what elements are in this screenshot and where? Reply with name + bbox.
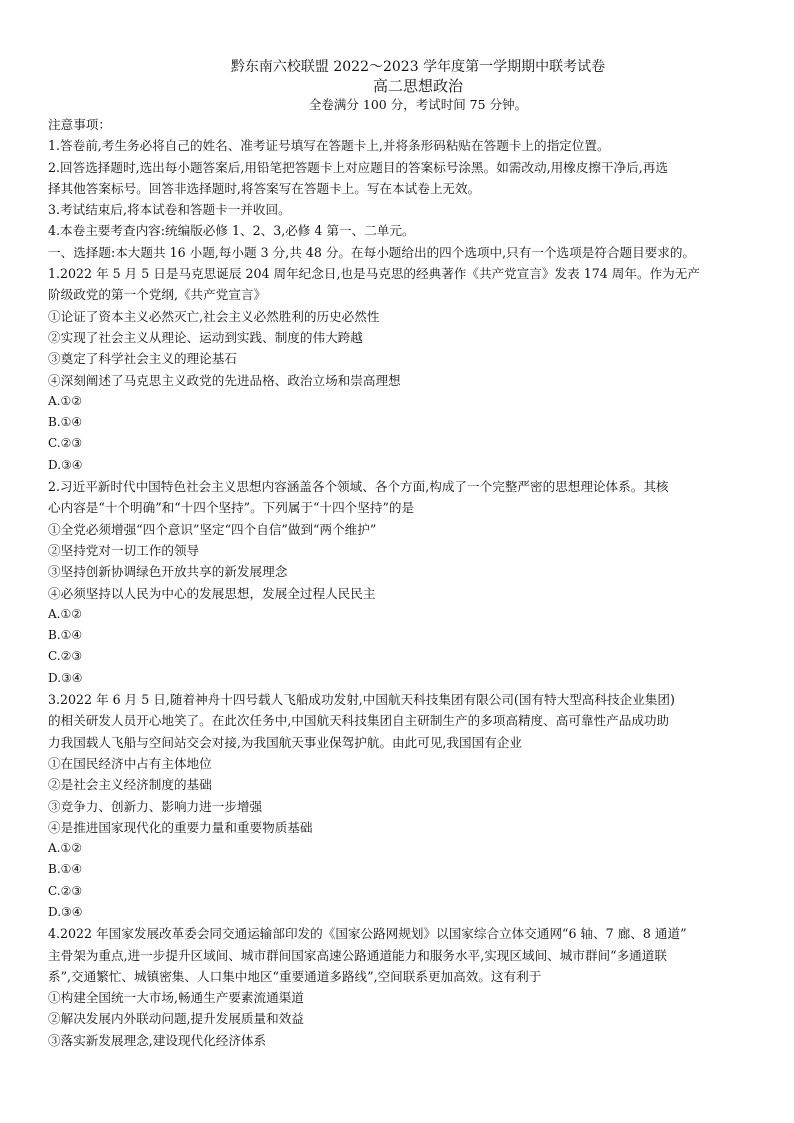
option-b: B.①④ [48, 415, 83, 430]
option-c: C.②③ [48, 649, 83, 664]
question-stem: 主骨架为重点,进一步提升区域间、城市群间国家高速公路通道能力和服务水平,实现区域间、城市群间“多通道联 [48, 947, 667, 963]
question-stem: 力我国载人飞船与空间站交会对接,为我国航天事业保驾护航。由此可见,我国国有企业 [48, 734, 522, 750]
statement: ④是推进国家现代化的重要力量和重要物质基础 [48, 819, 313, 835]
score-time-line: 全卷满分 100 分，考试时间 75 分钟。 [308, 97, 528, 112]
section-heading: 一、选择题:本大题共 16 小题,每小题 3 分,共 48 分。在每小题给出的四个选项中,只有一个选项是符合题目要求的。 [48, 244, 696, 260]
statement: ②实现了社会主义从理论、运动到实践、制度的伟大跨越 [48, 329, 363, 345]
notice-item: 择其他答案标号。回答非选择题时,将答案写在答题卡上。写在本试卷上无效。 [48, 180, 481, 196]
question-2 [48, 476, 748, 689]
exam-subject: 高二思想政治 [372, 77, 463, 95]
question-stem: 3.2022 年 6 月 5 日,随着神舟十四号载人飞船成功发射,中国航天科技集团有限公司(国有特大型高科技企业集团) [48, 692, 675, 708]
question-4 [48, 923, 748, 1051]
statement: ①论证了资本主义必然灭亡,社会主义必然胜利的历史必然性 [48, 308, 380, 324]
option-a: A.①② [48, 393, 82, 408]
statement: ③落实新发展理念,建设现代化经济体系 [48, 1032, 267, 1048]
statement: ②坚持党对一切工作的领导 [48, 542, 200, 558]
option-d: D.③④ [48, 670, 83, 685]
question-stem: 1.2022 年 5 月 5 日是马克思诞辰 204 周年纪念日,也是马克思的经典著作《共产党宣言》发表 174 周年。作为无产 [48, 266, 700, 282]
notice-item: 1.答卷前,考生务必将自己的姓名、准考证号填写在答题卡上,并将条形码粘贴在答题卡上的指定位置。 [48, 138, 610, 154]
notice-item: 2.回答选择题时,选出每小题答案后,用铅笔把答题卡上对应题目的答案标号涂黑。如需改动,用橡皮擦干净后,再选 [48, 159, 668, 175]
statement: ④必须坚持以人民为中心的发展思想，发展全过程人民民主 [48, 585, 376, 601]
statement: ③竞争力、创新力、影响力进一步增强 [48, 798, 263, 814]
exam-title: 黔东南六校联盟 2022～2023 学年度第一学期期中联考试卷 [230, 59, 606, 75]
exam-page [48, 58, 748, 1051]
option-a: A.①② [48, 841, 82, 856]
notice-heading: 注意事项： [48, 117, 111, 132]
statement: ④深刻阐述了马克思主义政党的先进品格、政治立场和崇高理想 [48, 372, 401, 388]
statement: ③奠定了科学社会主义的理论基石 [48, 351, 237, 367]
question-stem: 2.习近平新时代中国特色社会主义思想内容涵盖各个领域、各个方面,构成了一个完整严密的思想理论体系。其核 [48, 479, 669, 495]
option-b: B.①④ [48, 628, 83, 643]
statement: ③坚持创新协调绿色开放共享的新发展理念 [48, 564, 288, 580]
statement: ②解决发展内外联动问题,提升发展质量和效益 [48, 1011, 304, 1027]
option-b: B.①④ [48, 862, 83, 877]
question-3 [48, 689, 748, 923]
notice-block [48, 114, 748, 242]
statement: ①在国民经济中占有主体地位 [48, 755, 212, 771]
statement: ①构建全国统一大市场,畅通生产要素流通渠道 [48, 990, 304, 1006]
question-stem: 的相关研发人员开心地笑了。在此次任务中,中国航天科技集团自主研制生产的多项高精度、高可靠性产品成功助 [48, 713, 670, 729]
question-stem: 4.2022 年国家发展改革委会同交通运输部印发的《国家公路网规划》以国家综合立体交通网“6 轴、7 廊、8 通道” [48, 926, 687, 942]
question-stem: 心内容是“十个明确”和“十四个坚持”。下列属于“十四个坚持”的是 [48, 500, 415, 516]
question-stem: 阶级政党的第一个党纲,《共产党宣言》 [48, 287, 267, 303]
option-c: C.②③ [48, 883, 83, 898]
statement: ②是社会主义经济制度的基础 [48, 777, 212, 793]
question-stem: 系”,交通繁忙、城镇密集、人口集中地区“重要通道多路线”,空间联系更加高效。这有利于 [48, 968, 542, 984]
notice-item: 3.考试结束后,将本试卷和答题卡一并收回。 [48, 202, 291, 218]
notice-item: 4.本卷主要考查内容:统编版必修 1、2、3,必修 4 第一、二单元。 [48, 223, 415, 239]
option-d: D.③④ [48, 904, 83, 919]
option-a: A.①② [48, 606, 82, 621]
option-c: C.②③ [48, 436, 83, 451]
option-d: D.③④ [48, 457, 83, 472]
statement: ①全党必须增强“四个意识”坚定“四个自信”做到“两个维护” [48, 521, 377, 537]
question-1 [48, 263, 748, 476]
